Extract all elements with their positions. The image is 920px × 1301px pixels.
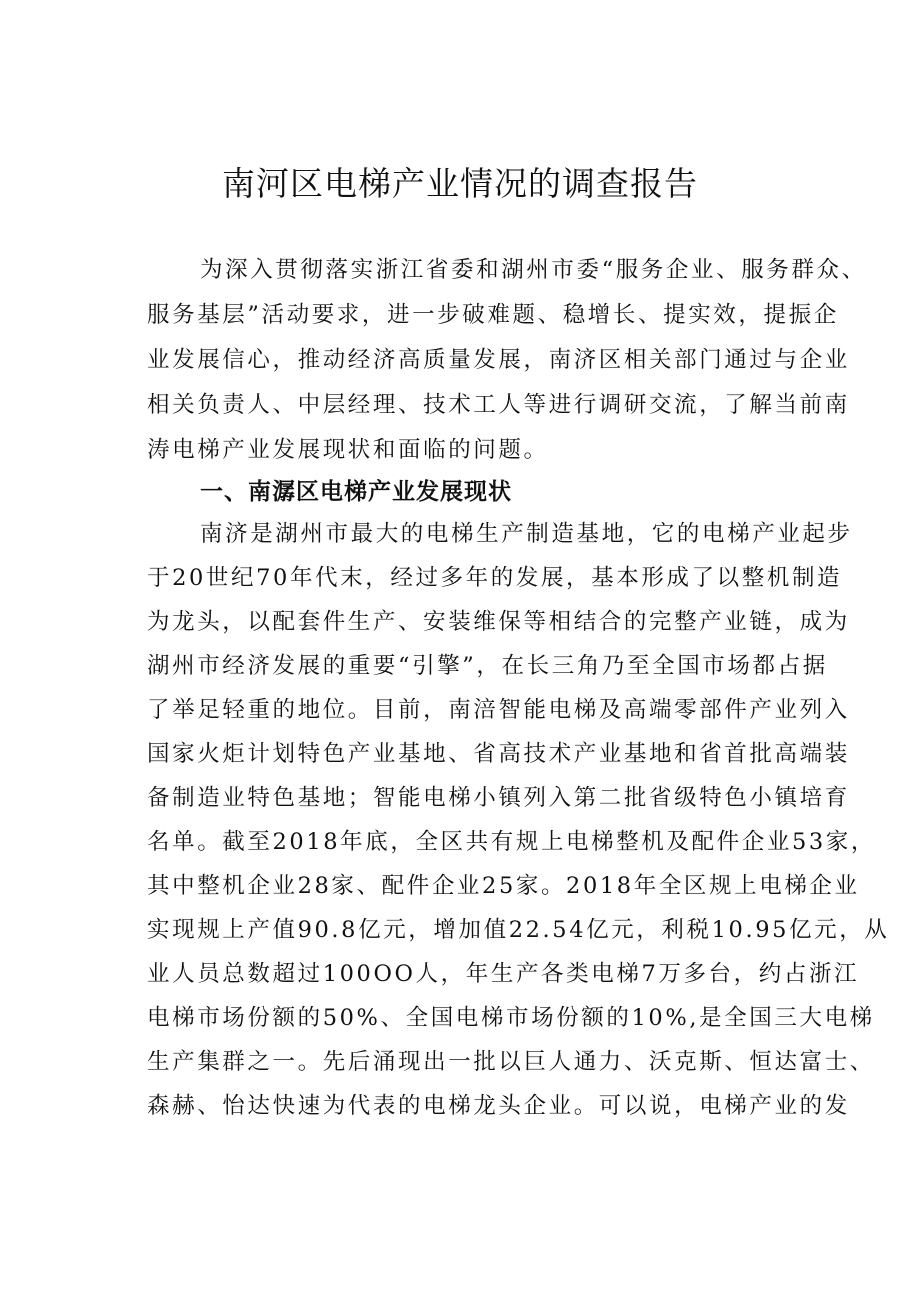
- section-line: 实现规上产值90.8亿元，增加值22.54亿元，利税10.95亿元，从: [147, 917, 890, 943]
- section-line: 其中整机企业28家、配件企业25家。2018年全区规上电梯企业: [147, 873, 860, 899]
- section-line: 了举足轻重的地位。目前，南涪智能电梯及高端零部件产业列入: [147, 697, 850, 723]
- section-heading: 一、南潺区电梯产业发展现状: [200, 479, 512, 505]
- section-line: 于20世纪70年代末，经过多年的发展，基本形成了以整机制造: [147, 565, 843, 591]
- section-line: 备制造业特色基地；智能电梯小镇列入第二批省级特色小镇培育: [147, 785, 850, 811]
- intro-line: 涛电梯产业发展现状和面临的问题。: [147, 437, 549, 463]
- section-line: 森赫、怡达快速为代表的电梯龙头企业。可以说，电梯产业的发: [147, 1093, 850, 1119]
- section-line: 湖州市经济发展的重要“引擎”，在长三角乃至全国市场都占据: [147, 653, 828, 679]
- section-line: 国家火炬计划特色产业基地、省高技术产业基地和省首批高端装: [147, 741, 850, 767]
- section-line: 名单。截至2018年底，全区共有规上电梯整机及配件企业53家，: [147, 829, 876, 855]
- intro-line: 为深入贯彻落实浙江省委和湖州市委“服务企业、服务群众、: [200, 257, 867, 283]
- section-line: 业人员总数超过100OO人，年生产各类电梯7万多台，约占浙江: [147, 961, 860, 987]
- intro-line: 业发展信心，推动经济高质量发展，南济区相关部门通过与企业: [147, 347, 850, 373]
- section-line: 生产集群之一。先后涌现出一批以巨人通力、沃克斯、恒达富士、: [147, 1049, 875, 1075]
- section-line: 南济是湖州市最大的电梯生产制造基地，它的电梯产业起步: [200, 521, 853, 547]
- section-line: 为龙头，以配套件生产、安装维保等相结合的完整产业链，成为: [147, 609, 850, 635]
- section-line: 电梯市场份额的50%、全国电梯市场份额的10%,是全国三大电梯: [147, 1005, 875, 1031]
- intro-line: 服务基层”活动要求，进一步破难题、稳增长、提实效，提振企: [147, 302, 839, 328]
- intro-line: 相关负责人、中层经理、技术工人等进行调研交流，了解当前南: [147, 392, 850, 418]
- document-title: 南河区电梯产业情况的调查报告: [222, 164, 698, 203]
